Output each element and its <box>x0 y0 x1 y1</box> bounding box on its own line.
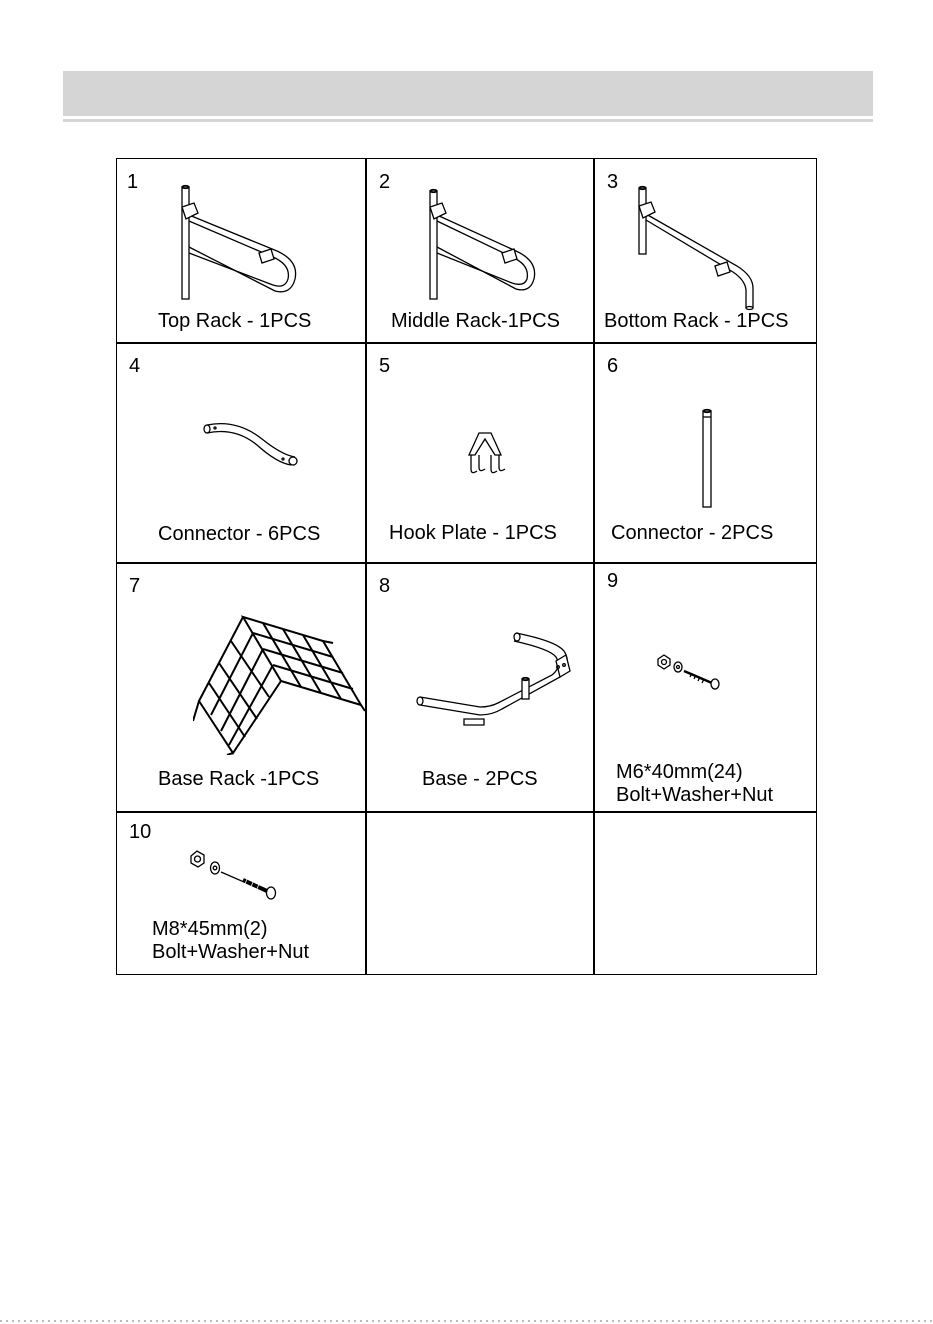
part-cell-8 <box>366 563 593 811</box>
part-number: 3 <box>607 171 619 193</box>
page-bottom-edge <box>0 1320 933 1322</box>
part-label: Top Rack - 1PCS <box>158 310 312 332</box>
part-number: 9 <box>607 570 619 592</box>
middle-rack-icon <box>416 187 556 307</box>
part-cell-4 <box>117 343 365 562</box>
curved-connector-icon <box>197 413 307 483</box>
part-label-line2: Bolt+Washer+Nut <box>616 784 774 806</box>
part-number: 5 <box>379 355 391 377</box>
empty-cell <box>366 812 593 974</box>
part-cell-2 <box>366 159 593 342</box>
part-label: Bottom Rack - 1PCS <box>604 310 789 332</box>
part-cell-7 <box>117 563 365 811</box>
part-label: Connector - 6PCS <box>158 523 321 545</box>
part-cell-9 <box>594 563 816 811</box>
part-label-line2: Bolt+Washer+Nut <box>152 941 310 963</box>
part-number: 10 <box>129 821 152 843</box>
part-label-line1: M6*40mm(24) <box>616 761 743 783</box>
part-number: 7 <box>129 575 141 597</box>
header-bar <box>63 71 873 116</box>
part-cell-1 <box>117 159 365 342</box>
base-icon <box>406 627 584 739</box>
part-number: 6 <box>607 355 619 377</box>
part-label: Connector - 2PCS <box>611 522 774 544</box>
part-label: Middle Rack-1PCS <box>391 310 560 332</box>
part-number: 1 <box>127 171 139 193</box>
top-rack-icon <box>167 179 317 309</box>
m6-bolt-icon <box>654 653 724 693</box>
hook-plate-icon <box>461 429 511 479</box>
part-cell-5 <box>366 343 593 562</box>
part-cell-3 <box>594 159 816 342</box>
m8-bolt-icon <box>187 848 279 900</box>
part-cell-10 <box>117 812 365 974</box>
part-number: 8 <box>379 575 391 597</box>
part-label-line1: M8*45mm(2) <box>152 918 268 940</box>
part-cell-6 <box>594 343 816 562</box>
part-label: Base Rack -1PCS <box>158 768 320 790</box>
base-rack-icon <box>193 611 365 755</box>
part-label: Hook Plate - 1PCS <box>389 522 557 544</box>
part-number: 2 <box>379 171 391 193</box>
bottom-rack-icon <box>629 184 769 314</box>
part-label: Base - 2PCS <box>422 768 538 790</box>
part-number: 4 <box>129 355 141 377</box>
parts-grid <box>116 158 817 975</box>
header-rule <box>63 119 873 122</box>
empty-cell <box>594 812 816 974</box>
straight-connector-icon <box>698 407 718 511</box>
